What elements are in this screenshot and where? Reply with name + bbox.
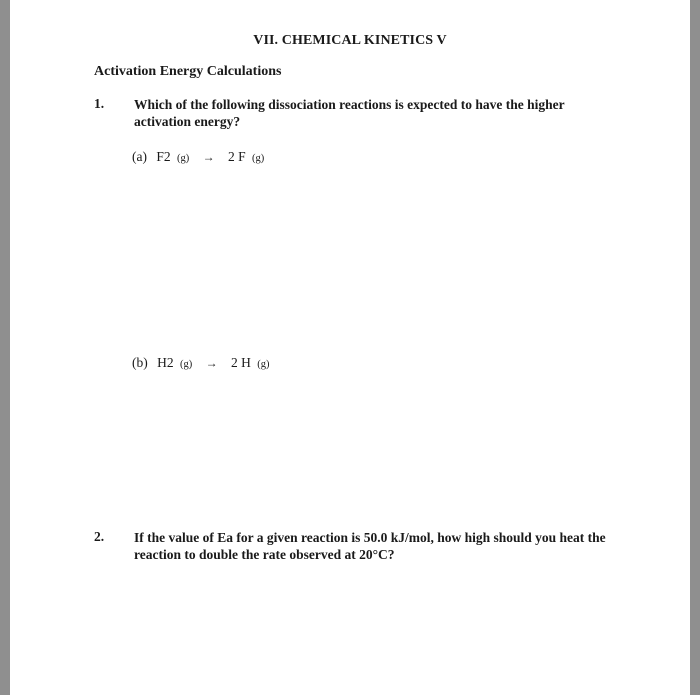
question-2-text: If the value of Ea for a given reaction is 50.0 kJ/mol, how high should you heat the reaction to double the rate observed at 20°C?	[134, 530, 606, 562]
reaction-arrow-icon: →	[202, 150, 215, 164]
question-2-number: 2.	[94, 529, 105, 544]
page-title: VII. CHEMICAL KINETICS V	[253, 33, 447, 48]
reaction-b	[132, 355, 270, 371]
reaction-a-reactant-state: (g)	[177, 153, 190, 164]
reaction-a-product-state: (g)	[252, 153, 265, 164]
reaction-b-product: 2 H	[231, 355, 251, 370]
reaction-a-product: 2 F	[228, 149, 246, 164]
section-heading: Activation Energy Calculations	[94, 64, 282, 79]
document-page	[10, 0, 690, 695]
reaction-b-reactant: H2	[157, 355, 174, 370]
reaction-b-product-state: (g)	[257, 359, 270, 370]
question-1-text: Which of the following dissociation reactions is expected to have the higher activation energy?	[134, 97, 565, 129]
reaction-b-reactant-state: (g)	[180, 359, 193, 370]
reaction-a-reactant: F2	[156, 149, 171, 164]
reaction-a	[132, 149, 264, 165]
reaction-arrow-icon: →	[205, 356, 218, 370]
reaction-a-label: (a)	[132, 149, 147, 164]
reaction-b-label: (b)	[132, 355, 148, 370]
question-1-number: 1.	[94, 96, 105, 111]
